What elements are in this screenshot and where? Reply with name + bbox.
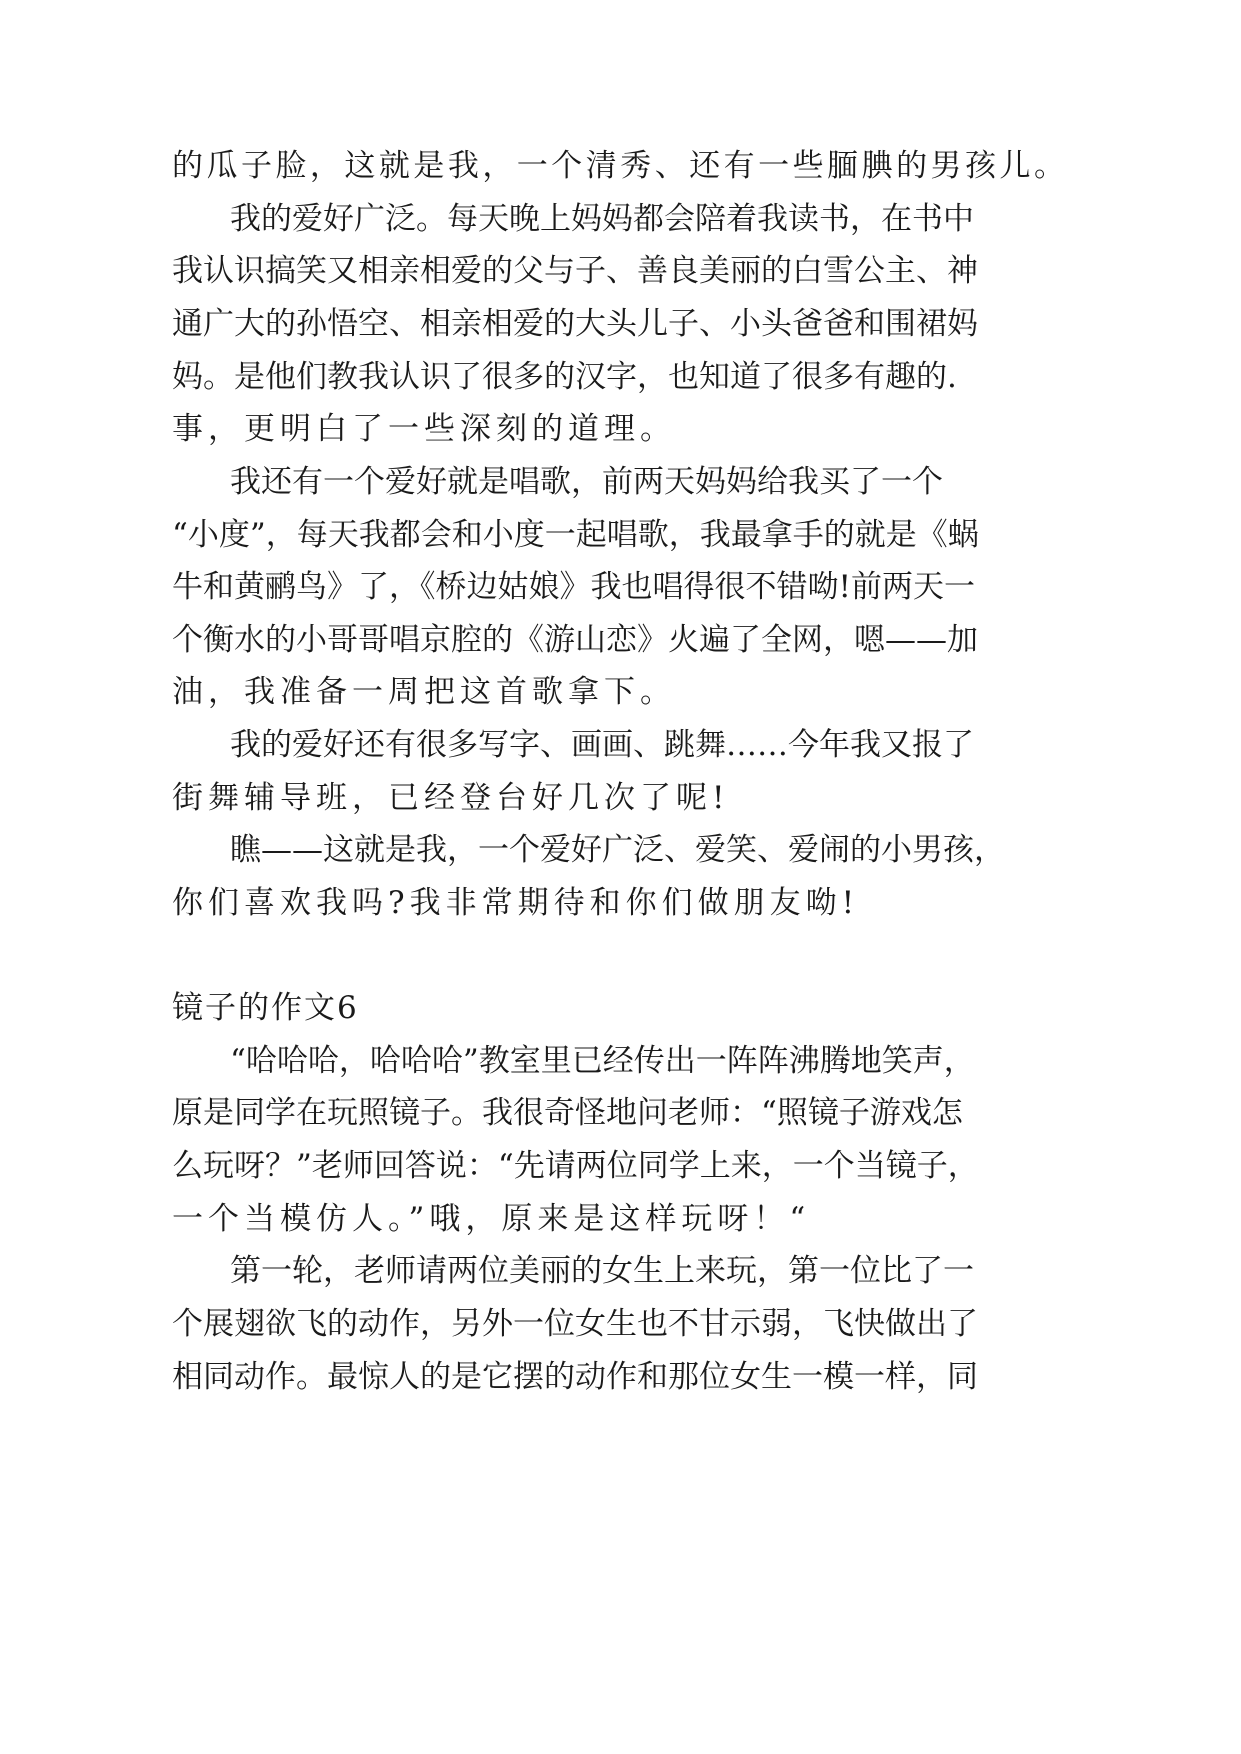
text-line-21	[0, 1304, 1241, 1344]
text-line-13	[0, 778, 1241, 818]
text-line-15	[0, 883, 1241, 923]
line-text: 事，更明白了一些深刻的道理。	[172, 411, 676, 447]
line-text: 个衡水的小哥哥唱京腔的《游山恋》火遍了全网，嗯——加	[172, 622, 978, 658]
line-text: 妈。是他们教我认识了很多的汉字，也知道了很多有趣的.	[172, 359, 957, 395]
text-line-18	[0, 1146, 1241, 1186]
line-text: “小度”，每天我都会和小度一起唱歌，我最拿手的就是《蜗	[172, 517, 979, 553]
line-text: 个展翅欲飞的动作，另外一位女生也不甘示弱，飞快做出了	[172, 1306, 978, 1342]
text-line-10	[0, 620, 1241, 660]
line-text: 牛和黄鹂鸟》了，《桥边姑娘》我也唱得很不错呦!前两天一	[172, 569, 975, 605]
line-text: 第一轮，老师请两位美丽的女生上来玩，第一位比了一	[230, 1253, 974, 1289]
text-line-1	[0, 146, 1241, 186]
line-text: 的瓜子脸，这就是我，一个清秀、还有一些腼腆的男孩儿。	[172, 148, 1065, 184]
text-line-16	[0, 1041, 1241, 1081]
text-line-2	[0, 199, 1241, 239]
line-text: 我的爱好还有很多写字、画画、跳舞……今年我又报了	[230, 727, 974, 763]
text-line-4	[0, 304, 1241, 344]
text-line-12	[0, 725, 1241, 765]
section-heading	[0, 988, 1241, 1028]
text-line-14	[0, 830, 1241, 870]
text-line-5	[0, 357, 1241, 397]
line-text: “哈哈哈，哈哈哈”教室里已经传出一阵阵沸腾地笑声，	[230, 1043, 975, 1079]
line-text: 一个当模仿人。”哦，原来是这样玩呀！“	[172, 1201, 811, 1237]
text-line-8	[0, 515, 1241, 555]
text-line-20	[0, 1251, 1241, 1291]
line-text: 我的爱好广泛。每天晚上妈妈都会陪着我读书，在书中	[230, 201, 974, 237]
line-text: 相同动作。最惊人的是它摆的动作和那位女生一模一样，同	[172, 1359, 978, 1395]
line-text: 你们喜欢我吗?我非常期待和你们做朋友呦!	[172, 885, 860, 921]
text-line-17	[0, 1093, 1241, 1133]
text-line-11	[0, 672, 1241, 712]
line-text: 我认识搞笑又相亲相爱的父与子、善良美丽的白雪公主、神	[172, 253, 978, 289]
line-text: 原是同学在玩照镜子。我很奇怪地问老师：“照镜子游戏怎	[172, 1095, 963, 1131]
line-text: 瞧——这就是我，一个爱好广泛、爱笑、爱闹的小男孩，	[230, 832, 1005, 868]
line-text: 街舞辅导班，已经登台好几次了呢!	[172, 780, 730, 816]
heading-text: 镜子的作文6	[172, 990, 359, 1026]
text-line-22	[0, 1357, 1241, 1397]
text-line-6	[0, 409, 1241, 449]
line-text: 我还有一个爱好就是唱歌，前两天妈妈给我买了一个	[230, 464, 943, 500]
text-line-9	[0, 567, 1241, 607]
text-line-19	[0, 1199, 1241, 1239]
line-text: 通广大的孙悟空、相亲相爱的大头儿子、小头爸爸和围裙妈	[172, 306, 978, 342]
text-line-3	[0, 251, 1241, 291]
line-text: 油，我准备一周把这首歌拿下。	[172, 674, 676, 710]
text-line-7	[0, 462, 1241, 502]
line-text: 么玩呀？”老师回答说：“先请两位同学上来，一个当镜子，	[172, 1148, 979, 1184]
